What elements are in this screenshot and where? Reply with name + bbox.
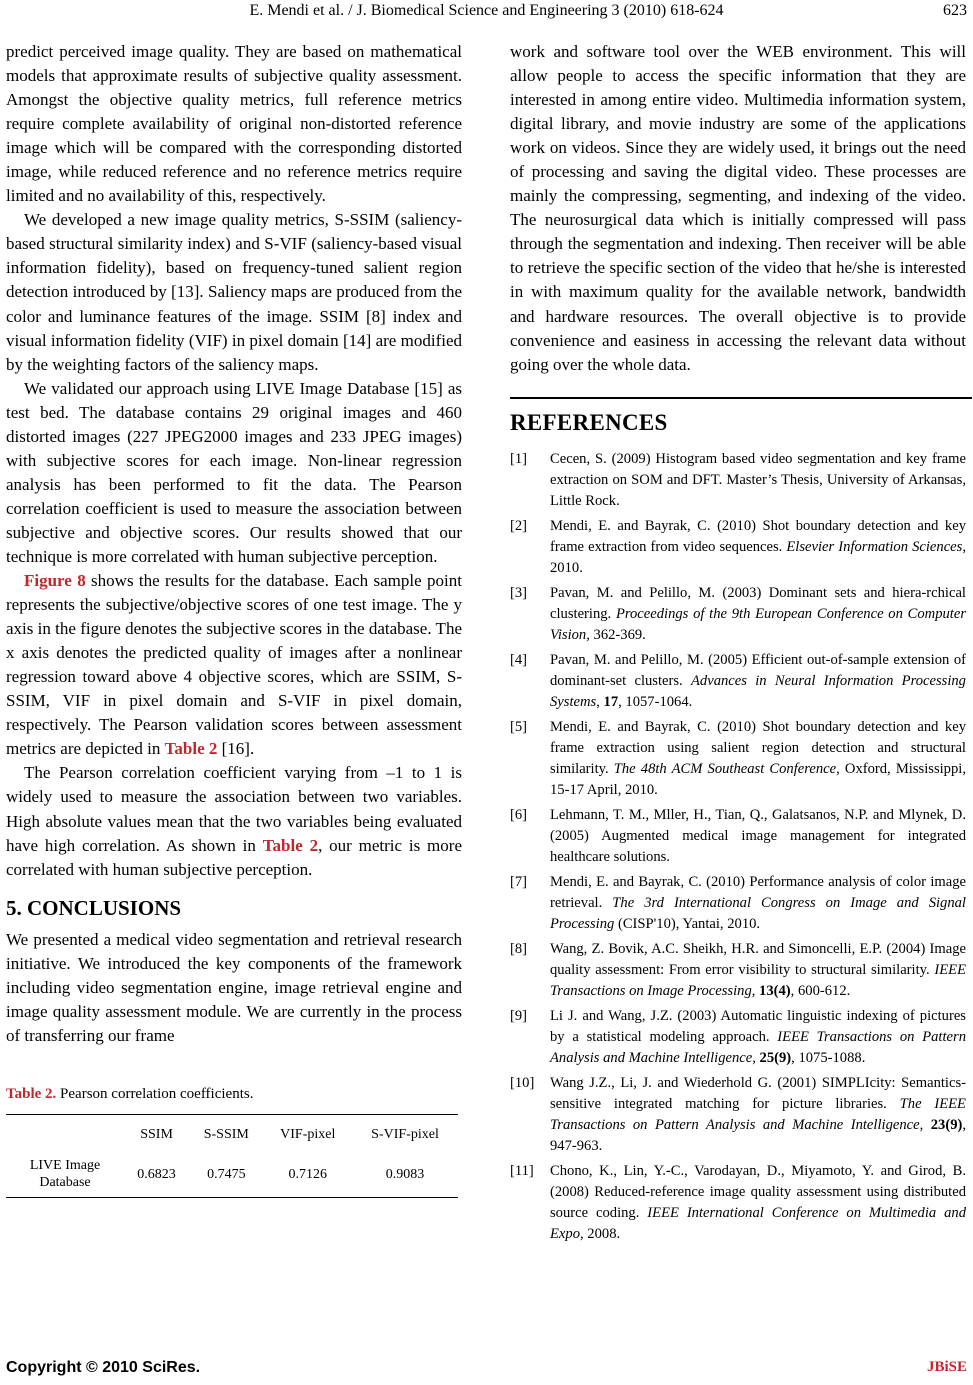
reference-item — [510, 1161, 966, 1245]
running-head — [0, 0, 973, 26]
table-header-row — [6, 1114, 458, 1153]
reference-text: Lehmann, T. M., Mller, H., Tian, Q., Galatsanos, N.P. and Mlynek, D. (2005) Augmented medical image management for integrated healthcare solutions. — [550, 806, 966, 865]
reference-item — [510, 1073, 966, 1157]
reference-text: , 2008. — [580, 1225, 621, 1242]
reference-text: , — [751, 982, 760, 999]
paragraph: We developed a new image quality metrics, S-SSIM (saliency-based structural similarity index) and S-VIF (saliency-based visual information fidelity), based on frequency-tuned salient region detection introduced by [13]. Saliency maps are produced from the color and luminance features of the image. SSIM [8] index and visual information fidelity (VIF) in pixel domain [14] are modified by the weighting factors of the saliency maps. — [6, 210, 462, 374]
reference-text: ( — [614, 915, 623, 932]
reference-text: Mendi, E. and Bayrak, C. (2010) Shot boundary detection and key frame extraction from video sequences. — [550, 517, 966, 555]
reference-number: [8] — [510, 940, 528, 957]
reference-text: Mendi, E. and Bayrak, C. (2010) Shot boundary detection and key frame extraction using salient region detection and structural similarity. — [550, 718, 966, 777]
reference-text: Wang, Z. Bovik, A.C. Sheikh, H.R. and Simoncelli, E.P. (2004) Image quality assessment: From error visibility to structural similarity. — [550, 940, 966, 978]
reference-volume: 17 — [603, 693, 619, 710]
table-2-link[interactable]: Table 2 — [262, 835, 319, 855]
figure-8-link[interactable]: Figure 8 — [24, 571, 86, 591]
page-footer — [6, 1355, 967, 1381]
reference-text: , 362-369. — [586, 626, 646, 643]
reference-venue: The 48th ACM Southeast Conference — [613, 760, 837, 777]
reference-number: [7] — [510, 873, 528, 890]
table-row — [6, 1153, 458, 1198]
reference-text: Cecen, S. (2009) Histogram based video segmentation and key frame extraction on SOM and DFT. Master’s Thesis, University of Arkansas, Little Rock. — [550, 450, 966, 509]
reference-volume: 25(9) — [759, 1049, 792, 1066]
table-row-label: LIVE Image Database — [29, 1158, 101, 1191]
page-number: 623 — [943, 2, 967, 19]
table-header-cell — [6, 1114, 124, 1153]
table-caption-text: Pearson correlation coefficients. — [56, 1085, 254, 1102]
reference-venue: Advances in Neural Information Processing Systems — [550, 672, 966, 710]
paragraph: work and software tool over the WEB environment. This will allow people to access the specific information that they are interested in among entire video. Multimedia information system, digital library, and movie industry are some of the applications work on videos. Since they are widely used, it brings out the need of processing and saving the digital video. These processes are mainly the compressing, segmenting, and indexing of the video. The neurosurgical data which is initially compressed will pass through the segmentation and indexing. Then receiver will be able to retrieve the specific section of the video that he/she is interested in with maximum quality for the available network, bandwidth and hardware resources. The overall objective is to provide convenience and easiness in accessing the relevant data without going over the whole data. — [510, 42, 966, 374]
paragraph-text: , our metric is more correlated with human subjective perception. — [6, 835, 462, 879]
reference-text: , 600-612. — [790, 982, 851, 999]
reference-text: , 1057-1064. — [618, 693, 693, 710]
reference-item — [510, 516, 966, 579]
paragraph: We presented a medical video segmentation and retrieval research initiative. We introduced the key components of the framework including video segmentation engine, image retrieval engine and image quality assessment module. We are currently in the process of transferring our frame — [6, 929, 462, 1045]
right-column — [510, 40, 966, 1249]
reference-volume: 23(9) — [930, 1116, 963, 1133]
reference-text: Wang J.Z., Li, J. and Wiederhold G. (2001) SIMPLIcity: Semantics-sensitive integrated matching for picture libraries. — [550, 1074, 966, 1112]
section-heading-conclusions: 5. CONCLUSIONS — [6, 895, 182, 920]
reference-text: Chono, K., Lin, Y.-C., Varodayan, D., Miyamoto, Y. and Girod, B. (2008) Reduced-reference image quality assessment using distributed source coding. — [550, 1162, 966, 1221]
reference-item — [510, 583, 966, 646]
copyright-notice: Copyright © 2010 SciRes. — [6, 1359, 201, 1376]
table-header-cell: SSIM — [140, 1126, 173, 1142]
left-column — [6, 40, 462, 1198]
journal-abbrev: JBiSE — [926, 1359, 967, 1375]
reference-text: , — [752, 1049, 760, 1066]
table-cell: 0.9083 — [385, 1166, 425, 1182]
paragraph — [6, 569, 462, 761]
reference-number: [3] — [510, 584, 528, 601]
reference-volume: 13(4) — [759, 982, 791, 999]
reference-item — [510, 650, 966, 713]
paragraph: predict perceived image quality. They are based on mathematical models that approximate results of subjective quality assessment. Amongst the objective quality metrics, full reference metrics require complete availability of original non-distorted reference image which will be compared with the corresponding distorted image, while reduced reference and no reference metrics require limited and no availability of this, respectively. — [6, 42, 462, 206]
reference-text: Pavan, M. and Pelillo, M. (2005) Efficient out-of-sample extension of dominant-set clusters. — [550, 651, 966, 689]
table-cell: 0.6823 — [137, 1166, 176, 1182]
references-divider — [510, 397, 972, 399]
paragraph — [6, 761, 462, 881]
pearson-table — [6, 1114, 458, 1198]
reference-venue: IEEE International Conference on Multimedia and Expo — [550, 1204, 966, 1242]
reference-list — [510, 449, 966, 1245]
reference-text: Mendi, E. and Bayrak, C. (2010) Performance analysis of color image retrieval. — [550, 873, 966, 911]
reference-item — [510, 717, 966, 801]
reference-item — [510, 1006, 966, 1069]
table-header-cell: S-VIF-pixel — [371, 1126, 439, 1142]
reference-text: , — [596, 693, 604, 710]
table-2 — [6, 1082, 462, 1198]
reference-item — [510, 872, 966, 935]
reference-item — [510, 939, 966, 1002]
reference-venue: The 3rd International Congress on Image and Signal Processing — [550, 894, 966, 932]
paragraph-text: [16]. — [217, 739, 255, 759]
reference-number: [5] — [510, 718, 528, 735]
reference-text: , 2010. — [550, 538, 966, 576]
table-cell: 0.7126 — [288, 1166, 328, 1182]
reference-venue: Elsevier Information Sciences — [786, 538, 963, 555]
table-caption — [6, 1082, 462, 1106]
reference-text: , — [919, 1116, 931, 1133]
reference-number: [11] — [510, 1162, 534, 1179]
reference-item — [510, 805, 966, 868]
table-caption-label: Table 2. — [6, 1085, 57, 1102]
reference-number: [4] — [510, 651, 528, 668]
reference-number: [2] — [510, 517, 528, 534]
reference-venue: IEEE Transactions on Pattern Analysis and Machine Intelligence — [550, 1028, 966, 1066]
paragraph-text: The Pearson correlation coefficient varying from –1 to 1 is widely used to measure the association between two variables. High absolute values mean that the two variables being evaluated have high correlation. As shown in — [6, 763, 462, 855]
reference-text: Li J. and Wang, J.Z. (2003) Automatic linguistic indexing of pictures by a statistical modeling approach. — [550, 1007, 966, 1045]
reference-venue: The IEEE Transactions on Pattern Analysis and Machine Intelligence — [550, 1095, 966, 1133]
table-header-cell: VIF-pixel — [280, 1126, 336, 1142]
table-cell: 0.7475 — [207, 1166, 246, 1182]
references-heading: REFERENCES — [510, 409, 668, 435]
reference-text: , 1075-1088. — [791, 1049, 866, 1066]
reference-text: , 947-963. — [550, 1116, 967, 1154]
reference-item — [510, 449, 966, 512]
reference-text: Pavan, M. and Pelillo, M. (2003) Dominant sets and hiera-rchical clustering. — [550, 584, 966, 622]
reference-number: [6] — [510, 806, 528, 823]
table-header-cell: S-SSIM — [203, 1126, 249, 1142]
reference-number: [10] — [510, 1074, 535, 1091]
running-head-text: E. Mendi et al. / J. Biomedical Science and Engineering 3 (2010) 618-624 — [249, 2, 724, 19]
reference-text: CISP'10), Yantai, 2010. — [622, 915, 761, 932]
reference-number: [1] — [510, 450, 528, 467]
reference-venue: IEEE Transactions on Image Processing — [550, 961, 966, 999]
reference-number: [9] — [510, 1007, 528, 1024]
reference-text: , Oxford, Mississippi, 15-17 April, 2010. — [550, 760, 966, 798]
paragraph: We validated our approach using LIVE Image Database [15] as test bed. The database contains 29 original images and 460 distorted images (227 JPEG2000 images and 233 JPEG images) with subjective scores for each image. Non-linear regression analysis has been performed to fit the data. The Pearson correlation coefficient is used to measure the association between subjective and objective scores. Our results showed that our technique is more correlated with human subjective perception. — [6, 378, 462, 566]
table-2-link[interactable]: Table 2 — [164, 739, 218, 759]
paragraph-text: shows the results for the database. Each sample point represents the subjective/objective scores of one test image. The y axis in the figure denotes the subjective scores in the database. The x axis denotes the predicted quality of images after a nonlinear regression toward above 4 objective scores, which are SSIM, S-SSIM, VIF in pixel domain and S-VIF in pixel domain, respectively. The Pearson validation scores between assessment metrics are depicted in — [6, 571, 462, 759]
reference-venue: Proceedings of the 9th European Conference on Computer Vision — [550, 605, 966, 643]
